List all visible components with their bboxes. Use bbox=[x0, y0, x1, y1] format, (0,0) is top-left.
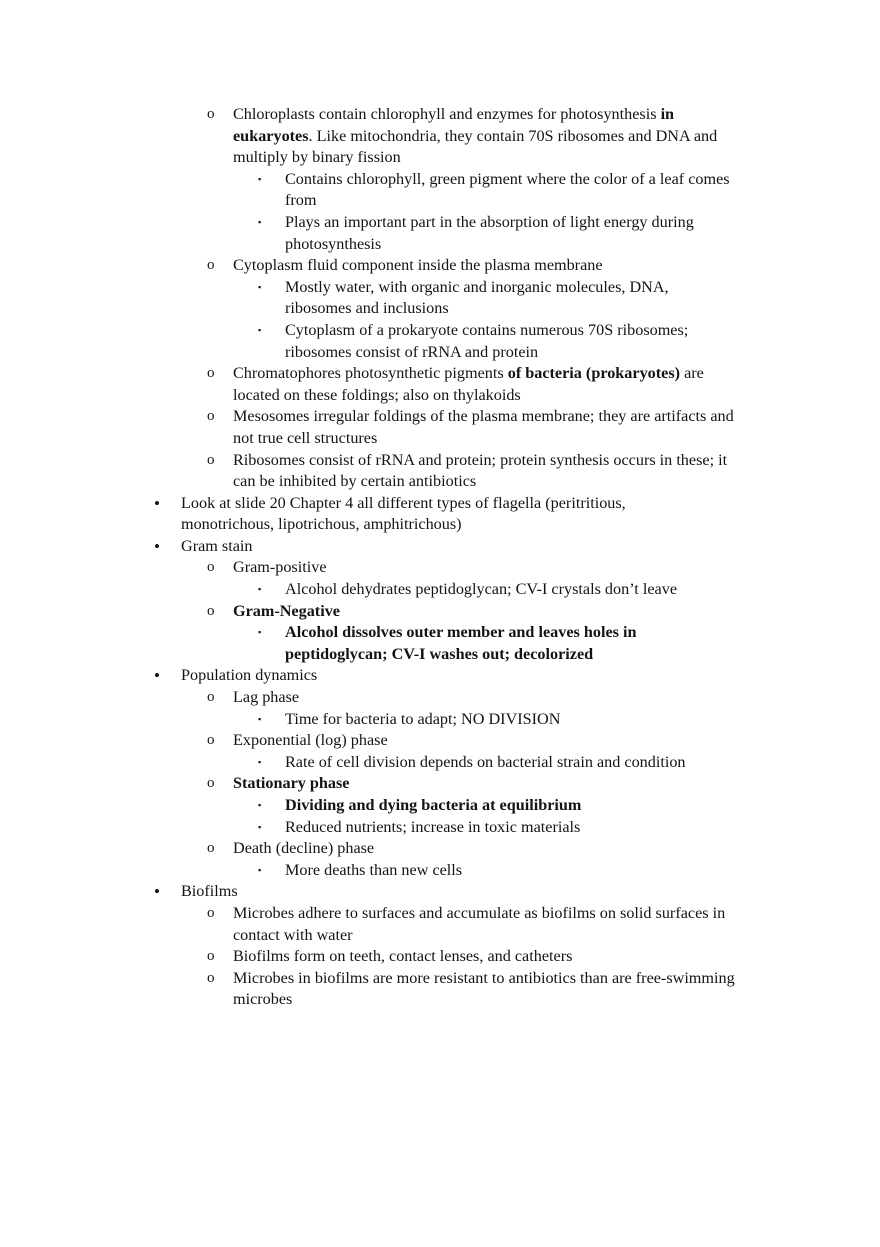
list-item-mesosomes bbox=[0, 406, 753, 449]
item-text-bold: in eukaryotes bbox=[233, 105, 675, 145]
item-text: More deaths than new cells bbox=[285, 860, 463, 879]
list-item-biofilms-resistant bbox=[0, 968, 753, 1011]
item-text-bold: of bacteria (prokaryotes) bbox=[507, 364, 681, 383]
disc-bullet-icon: • bbox=[154, 882, 160, 902]
item-text: Cytoplasm fluid component inside the plasma membrane bbox=[233, 256, 603, 275]
item-text: Biofilms form on teeth, contact lenses, and catheters bbox=[233, 947, 573, 966]
item-text: Gram-positive bbox=[233, 558, 327, 577]
item-text: . Like mitochondria, they contain 70S ribosomes and DNA and multiply by binary fission bbox=[233, 126, 718, 167]
circle-bullet-icon: o bbox=[207, 969, 215, 986]
square-bullet-icon: ▪ bbox=[258, 281, 262, 292]
item-text: Population dynamics bbox=[181, 666, 318, 685]
list-item-stationary-nutrients bbox=[0, 817, 730, 839]
item-text: Chromatophores photosynthetic pigments bbox=[233, 364, 508, 383]
list-item-gram-stain bbox=[0, 536, 661, 558]
item-text: Plays an important part in the absorption of light energy during photosynthesis bbox=[285, 212, 694, 253]
item-text: Contains chlorophyll, green pigment where the color of a leaf comes from bbox=[285, 169, 730, 210]
square-bullet-icon: ▪ bbox=[258, 324, 262, 335]
list-item-lag-detail bbox=[0, 709, 730, 731]
item-text: Look at slide 20 Chapter 4 all different types of flagella (peritritious, monotrichous, lipotrichous, amphitrichous) bbox=[181, 493, 626, 534]
square-bullet-icon: ▪ bbox=[258, 821, 262, 832]
list-item-gram-negative bbox=[0, 601, 753, 623]
item-text-bold: Alcohol dissolves outer member and leaves holes in peptidoglycan; CV-I washes out; decolorized bbox=[285, 623, 637, 663]
circle-bullet-icon: o bbox=[207, 365, 215, 382]
square-bullet-icon: ▪ bbox=[258, 627, 262, 638]
item-text: are located on these foldings; also on thylakoids bbox=[233, 364, 704, 404]
disc-bullet-icon: • bbox=[154, 666, 160, 686]
circle-bullet-icon: o bbox=[207, 408, 215, 425]
disc-bullet-icon: • bbox=[154, 493, 160, 513]
item-text: Rate of cell division depends on bacterial strain and condition bbox=[285, 752, 686, 771]
circle-bullet-icon: o bbox=[207, 904, 215, 921]
list-item-lag-phase bbox=[0, 687, 753, 709]
item-text: Mostly water, with organic and inorganic molecules, DNA, ribosomes and inclusions bbox=[285, 277, 669, 318]
item-text: Microbes in biofilms are more resistant to antibiotics than are free-swimming microbes bbox=[233, 968, 735, 1009]
list-item-death-detail bbox=[0, 860, 730, 882]
item-text-bold: Dividing and dying bacteria at equilibrium bbox=[285, 796, 582, 814]
circle-bullet-icon: o bbox=[207, 559, 215, 576]
list-item-cytoplasm-ribosomes bbox=[0, 320, 730, 363]
circle-bullet-icon: o bbox=[207, 948, 215, 965]
square-bullet-icon: ▪ bbox=[258, 713, 262, 724]
circle-bullet-icon: o bbox=[207, 840, 215, 857]
list-item-light-absorption bbox=[0, 212, 730, 255]
item-text: Reduced nutrients; increase in toxic materials bbox=[285, 817, 581, 836]
item-text-bold: Gram-Negative bbox=[233, 601, 340, 620]
item-text: Time for bacteria to adapt; NO DIVISION bbox=[285, 709, 561, 728]
list-item-gram-negative-detail bbox=[0, 622, 730, 665]
item-text: Exponential (log) phase bbox=[233, 731, 388, 750]
item-text: Microbes adhere to surfaces and accumulate as biofilms on solid surfaces in contact with water bbox=[233, 903, 726, 944]
square-bullet-icon: ▪ bbox=[258, 173, 262, 184]
item-text: Biofilms bbox=[181, 882, 238, 901]
list-item-biofilms bbox=[0, 881, 661, 903]
list-item-flagella bbox=[0, 493, 661, 536]
list-item-death-phase bbox=[0, 838, 753, 860]
circle-bullet-icon: o bbox=[207, 602, 215, 619]
list-item-chloroplasts bbox=[0, 104, 753, 169]
list-item-chlorophyll-pigment bbox=[0, 169, 730, 212]
list-item-chromatophores bbox=[0, 363, 753, 406]
item-text: Death (decline) phase bbox=[233, 839, 375, 858]
item-text-bold: Stationary phase bbox=[233, 774, 350, 793]
list-item-exponential-detail bbox=[0, 752, 730, 774]
item-text: Lag phase bbox=[233, 688, 300, 707]
item-text: Mesosomes irregular foldings of the plasma membrane; they are artifacts and not true cell structures bbox=[233, 407, 734, 447]
item-text: Alcohol dehydrates peptidoglycan; CV-I crystals don’t leave bbox=[285, 580, 678, 599]
list-item-stationary-equilibrium bbox=[0, 795, 730, 817]
list-item-stationary-phase bbox=[0, 773, 753, 795]
list-item-ribosomes bbox=[0, 450, 753, 493]
item-text: Ribosomes consist of rRNA and protein; protein synthesis occurs in these; it can be inhibited by certain antibiotics bbox=[233, 450, 728, 491]
circle-bullet-icon: o bbox=[207, 775, 215, 792]
square-bullet-icon: ▪ bbox=[258, 216, 262, 227]
item-text: Chloroplasts contain chlorophyll and enzymes for photosynthesis bbox=[233, 105, 661, 123]
list-item-gram-positive-detail bbox=[0, 579, 730, 601]
list-item-cytoplasm-water bbox=[0, 277, 730, 320]
item-text: Cytoplasm of a prokaryote contains numerous 70S ribosomes; ribosomes consist of rRNA and protein bbox=[285, 320, 689, 361]
list-item-exponential-phase bbox=[0, 730, 753, 752]
circle-bullet-icon: o bbox=[207, 257, 215, 274]
list-item-gram-positive bbox=[0, 557, 753, 579]
square-bullet-icon: ▪ bbox=[258, 864, 262, 875]
circle-bullet-icon: o bbox=[207, 451, 215, 468]
document-body bbox=[0, 104, 880, 1011]
circle-bullet-icon: o bbox=[207, 732, 215, 749]
list-item-biofilms-form bbox=[0, 946, 753, 968]
circle-bullet-icon: o bbox=[207, 689, 215, 706]
disc-bullet-icon: • bbox=[154, 536, 160, 556]
square-bullet-icon: ▪ bbox=[258, 800, 262, 810]
square-bullet-icon: ▪ bbox=[258, 756, 262, 767]
circle-bullet-icon: o bbox=[207, 106, 215, 122]
item-text: Gram stain bbox=[181, 536, 253, 555]
list-item-biofilms-adhere bbox=[0, 903, 753, 946]
square-bullet-icon: ▪ bbox=[258, 584, 262, 595]
list-item-population-dynamics bbox=[0, 665, 661, 687]
list-item-cytoplasm bbox=[0, 255, 753, 277]
